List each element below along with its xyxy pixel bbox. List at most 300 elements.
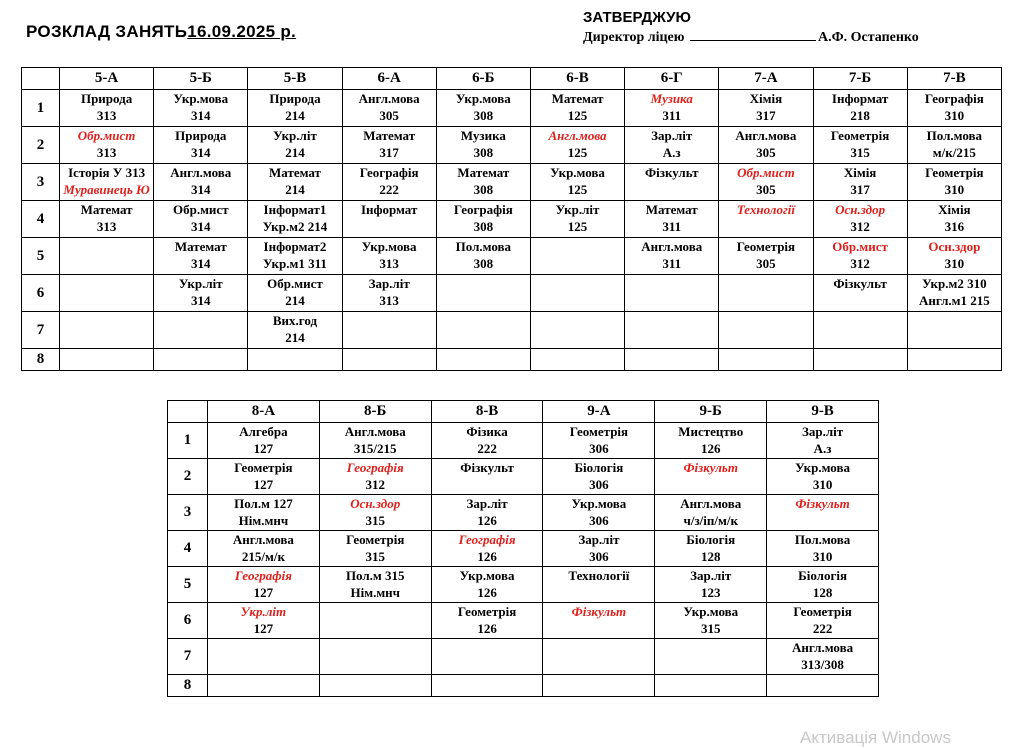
subject-name: Укр.мова — [173, 91, 229, 106]
subject-name: Обр.мист — [737, 165, 795, 180]
lesson-cell — [431, 639, 543, 675]
lesson-cell — [248, 201, 342, 238]
subject-name: Фізкульт — [644, 165, 699, 180]
subject-name: Музика — [460, 128, 506, 143]
class-header: 7-А — [719, 68, 813, 90]
subject-name: Фізкульт — [683, 460, 738, 475]
lesson-number: 6 — [168, 603, 208, 639]
lesson-cell — [719, 164, 813, 201]
lesson-cell — [431, 495, 543, 531]
lesson-row — [168, 459, 879, 495]
director-line — [583, 28, 919, 48]
subject-name: Інформат — [360, 202, 418, 217]
room-number: 308 — [473, 256, 494, 271]
room-number: 214 — [285, 330, 305, 345]
class-header: 5-А — [60, 68, 154, 90]
room-number: 311 — [662, 108, 682, 123]
lesson-number: 3 — [22, 164, 60, 201]
subject-name: Хімія — [749, 91, 783, 106]
lesson-cell — [436, 349, 530, 371]
lesson-cell — [543, 531, 655, 567]
room-number: 310 — [944, 108, 965, 123]
lesson-cell — [342, 164, 436, 201]
lesson-cell — [60, 312, 154, 349]
subject-name: Фізкульт — [571, 604, 627, 619]
lesson-cell — [342, 127, 436, 164]
lesson-cell — [436, 238, 530, 275]
room-number: 313 — [379, 293, 399, 308]
subject-name: Укр.літ — [555, 202, 600, 217]
lesson-cell — [625, 312, 719, 349]
room-number: 313 — [96, 108, 117, 123]
subject-name: Англ.мова — [641, 239, 703, 254]
room-number: 317 — [756, 108, 776, 123]
room-number: 127 — [253, 441, 274, 456]
lesson-row — [168, 567, 879, 603]
lesson-cell — [431, 531, 543, 567]
director-label: Директор ліцею — [583, 30, 685, 45]
room-number: 128 — [700, 549, 721, 564]
room-number: 126 — [477, 621, 497, 636]
lesson-cell — [719, 127, 813, 164]
subject-name: Математ — [80, 202, 133, 217]
room-number: 308 — [473, 145, 494, 160]
subject-name: Хімія — [843, 165, 877, 180]
lesson-cell — [436, 127, 530, 164]
subject-name: Географія — [458, 532, 516, 547]
room-number: 314 — [191, 256, 211, 271]
subject-name: Математ — [174, 239, 227, 254]
lesson-cell — [342, 201, 436, 238]
lesson-cell — [655, 423, 767, 459]
lesson-cell — [60, 238, 154, 275]
lesson-cell — [655, 459, 767, 495]
room-number: 312 — [850, 219, 870, 234]
lesson-number: 8 — [22, 349, 60, 371]
subject-name: Зар.літ — [802, 424, 844, 439]
room-number: 305 — [379, 108, 399, 123]
lesson-cell — [319, 639, 431, 675]
lesson-cell — [154, 349, 248, 371]
subject-name: Зар.літ — [651, 128, 693, 143]
lesson-cell — [813, 238, 907, 275]
lesson-cell — [655, 639, 767, 675]
lesson-cell — [719, 238, 813, 275]
room-number: 315 — [850, 145, 870, 160]
subject-name: Інформат1 — [263, 202, 327, 217]
lesson-cell — [154, 201, 248, 238]
lesson-row — [22, 90, 1002, 127]
subject-name: Природа — [80, 91, 133, 106]
subject-name: Англ.мова — [170, 165, 232, 180]
room-number: 310 — [812, 477, 833, 492]
subject-name: Музика — [650, 91, 693, 106]
schedule-table-5-7 — [21, 67, 1002, 371]
room-number: 311 — [662, 219, 682, 234]
subject-name: Математ — [457, 165, 510, 180]
table-header-row — [168, 401, 879, 423]
subject-name: Англ.мова — [735, 128, 797, 143]
room-number: м/к/215 — [932, 145, 976, 160]
room-number: Нім.мнч — [350, 585, 400, 600]
room-number: 313/308 — [801, 657, 844, 672]
subject-name: Геометрія — [234, 460, 293, 475]
lesson-cell — [767, 603, 879, 639]
lesson-number: 1 — [168, 423, 208, 459]
lesson-cell — [248, 238, 342, 275]
subject-name: Технології — [568, 568, 630, 583]
subject-name: Зар.літ — [368, 276, 410, 291]
lesson-cell — [543, 495, 655, 531]
subject-name: Геометрія — [346, 532, 405, 547]
subject-name: Обр.мист — [832, 239, 888, 254]
subject-name: Укр.мова — [455, 91, 511, 106]
signature-line — [690, 29, 816, 41]
subject-name: Природа — [269, 91, 321, 106]
subject-name: Геометрія — [457, 604, 517, 619]
subject-name: Пол.мова — [794, 532, 851, 547]
subject-name: Біологія — [798, 568, 848, 583]
subject-name: Біологія — [686, 532, 736, 547]
table-header-row — [22, 68, 1002, 90]
lesson-number: 4 — [168, 531, 208, 567]
lesson-cell — [530, 312, 624, 349]
lesson-cell — [719, 312, 813, 349]
subject-name: Пол.мова — [455, 239, 512, 254]
lesson-cell — [342, 312, 436, 349]
lesson-cell — [719, 90, 813, 127]
lesson-row — [22, 127, 1002, 164]
subject-name: Фізика — [466, 424, 508, 439]
lesson-cell — [719, 201, 813, 238]
subject-name: Осн.здор — [928, 239, 981, 254]
lesson-cell — [60, 127, 154, 164]
room-number: 315 — [365, 549, 385, 564]
lesson-cell — [208, 675, 320, 697]
lesson-cell — [319, 531, 431, 567]
lesson-cell — [655, 531, 767, 567]
subject-name: Укр.літ — [240, 604, 287, 619]
lesson-cell — [813, 164, 907, 201]
subject-name: Англ.мова — [232, 532, 294, 547]
lesson-cell — [543, 603, 655, 639]
class-header: 9-Б — [655, 401, 767, 423]
subject-name: Укр.літ — [273, 128, 317, 143]
room-number: 310 — [944, 182, 965, 197]
room-number: 306 — [589, 513, 609, 528]
subject-name: Пол.мова — [926, 128, 983, 143]
title-main: РОЗКЛАД ЗАНЯТЬ — [26, 22, 188, 41]
lesson-row — [22, 349, 1002, 371]
lesson-cell — [60, 201, 154, 238]
lesson-cell — [248, 127, 342, 164]
room-number: Англ.м1 215 — [918, 293, 990, 308]
subject-name: Зар.літ — [578, 532, 620, 547]
room-number: 125 — [567, 182, 588, 197]
lesson-row — [22, 238, 1002, 275]
subject-name: Англ.мова — [792, 640, 854, 655]
room-number: 305 — [756, 182, 776, 197]
approval-block — [583, 8, 919, 48]
subject-name: Обр.мист — [77, 128, 136, 143]
schedule-table-8-9 — [167, 400, 879, 697]
lesson-row — [168, 675, 879, 697]
room-number: 308 — [473, 108, 494, 123]
lesson-cell — [431, 423, 543, 459]
subject-name: Осн.здор — [350, 496, 401, 511]
lesson-cell — [813, 312, 907, 349]
subject-name: Географія — [453, 202, 513, 217]
lesson-cell — [625, 275, 719, 312]
room-number: 305 — [756, 256, 776, 271]
lesson-cell — [248, 90, 342, 127]
lesson-cell — [436, 90, 530, 127]
lesson-row — [22, 201, 1002, 238]
lesson-cell — [342, 275, 436, 312]
room-number: 222 — [379, 182, 399, 197]
room-number: 126 — [477, 513, 497, 528]
lesson-cell — [208, 423, 320, 459]
lesson-cell — [530, 349, 624, 371]
room-number: Муравинець Ю — [63, 182, 150, 197]
room-number: 215/м/к — [241, 549, 285, 564]
lesson-row — [168, 639, 879, 675]
subject-name: Математ — [645, 202, 698, 217]
lesson-cell — [530, 275, 624, 312]
room-number: А.з — [662, 145, 681, 160]
lesson-cell — [208, 603, 320, 639]
lesson-cell — [625, 127, 719, 164]
subject-name: Фізкульт — [795, 496, 850, 511]
subject-name: Географія — [234, 568, 292, 583]
class-header: 9-А — [543, 401, 655, 423]
subject-name: Укр.мова — [550, 165, 605, 180]
class-header: 8-А — [208, 401, 320, 423]
lesson-cell — [154, 238, 248, 275]
subject-name: Осн.здор — [835, 202, 886, 217]
room-number: 314 — [191, 108, 211, 123]
room-number: 314 — [191, 219, 211, 234]
subject-name: Інформат — [831, 91, 889, 106]
lesson-cell — [543, 675, 655, 697]
subject-name: Інформат2 — [263, 239, 327, 254]
lesson-cell — [655, 675, 767, 697]
subject-name: Історія У 313 — [68, 165, 146, 180]
class-header: 6-Г — [625, 68, 719, 90]
lesson-cell — [719, 275, 813, 312]
room-number: 316 — [944, 219, 965, 234]
class-header: 5-В — [248, 68, 342, 90]
subject-name: Англ.мова — [358, 91, 420, 106]
room-number: 315 — [700, 621, 721, 636]
subject-name: Англ.мова — [680, 496, 742, 511]
lesson-cell — [208, 531, 320, 567]
lesson-cell — [154, 127, 248, 164]
title-date: 16.09.2025 р. — [187, 22, 297, 41]
subject-name: Укр.мова — [459, 568, 515, 583]
corner-cell — [22, 68, 60, 90]
lesson-cell — [907, 164, 1001, 201]
room-number: 126 — [700, 441, 721, 456]
lesson-cell — [625, 164, 719, 201]
lesson-cell — [436, 312, 530, 349]
subject-name: Геометрія — [925, 165, 984, 180]
subject-name: Математ — [551, 91, 604, 106]
lesson-cell — [813, 127, 907, 164]
subject-name: Мистецтво — [678, 424, 744, 439]
lesson-cell — [248, 349, 342, 371]
lesson-cell — [530, 164, 624, 201]
lesson-cell — [813, 90, 907, 127]
room-number: 317 — [379, 145, 399, 160]
lesson-cell — [530, 90, 624, 127]
lesson-cell — [60, 349, 154, 371]
lesson-cell — [907, 90, 1001, 127]
subject-name: Хімія — [938, 202, 971, 217]
room-number: 310 — [944, 256, 965, 271]
subject-name: Зар.літ — [690, 568, 732, 583]
subject-name: Геометрія — [736, 239, 796, 254]
room-number: 125 — [567, 145, 588, 160]
room-number: 312 — [850, 256, 870, 271]
lesson-cell — [436, 275, 530, 312]
subject-name: Географія — [924, 91, 984, 106]
class-header: 7-В — [907, 68, 1001, 90]
subject-name: Технології — [736, 202, 795, 217]
lesson-row — [22, 164, 1002, 201]
lesson-cell — [907, 312, 1001, 349]
lesson-cell — [319, 495, 431, 531]
subject-name: Укр.мова — [795, 460, 850, 475]
lesson-cell — [767, 675, 879, 697]
lesson-cell — [319, 459, 431, 495]
subject-name: Математ — [269, 165, 321, 180]
subject-name: Укр.м2 310 — [922, 276, 987, 291]
class-header: 6-А — [342, 68, 436, 90]
room-number: 314 — [191, 182, 211, 197]
lesson-row — [168, 603, 879, 639]
lesson-row — [168, 423, 879, 459]
lesson-cell — [208, 567, 320, 603]
lesson-cell — [248, 275, 342, 312]
room-number: 311 — [662, 256, 682, 271]
lesson-cell — [543, 423, 655, 459]
lesson-cell — [208, 459, 320, 495]
room-number: 313 — [96, 145, 117, 160]
class-header: 9-В — [767, 401, 879, 423]
room-number: Нім.мнч — [238, 513, 289, 528]
lesson-cell — [625, 238, 719, 275]
approve-label: ЗАТВЕРДЖУЮ — [583, 9, 691, 26]
lesson-cell — [767, 531, 879, 567]
lesson-cell — [767, 567, 879, 603]
lesson-cell — [60, 90, 154, 127]
lesson-cell — [431, 459, 543, 495]
lesson-cell — [436, 201, 530, 238]
subject-name: Пол.м 127 — [234, 496, 293, 511]
corner-cell — [168, 401, 208, 423]
lesson-cell — [342, 349, 436, 371]
subject-name: Геометрія — [569, 424, 629, 439]
class-header: 8-Б — [319, 401, 431, 423]
lesson-number: 7 — [168, 639, 208, 675]
room-number: 308 — [473, 182, 494, 197]
lesson-cell — [530, 127, 624, 164]
room-number: 306 — [589, 477, 609, 492]
lesson-number: 5 — [22, 238, 60, 275]
room-number: 127 — [253, 585, 274, 600]
subject-name: Зар.літ — [466, 496, 508, 511]
subject-name: Геометрія — [830, 128, 890, 143]
subject-name: Фізкульт — [833, 276, 887, 291]
subject-name: Обр.мист — [172, 202, 229, 217]
lesson-cell — [719, 349, 813, 371]
schedule-title — [26, 22, 296, 42]
lesson-cell — [543, 639, 655, 675]
lesson-cell — [154, 312, 248, 349]
lesson-cell — [431, 675, 543, 697]
lesson-number: 4 — [22, 201, 60, 238]
lesson-cell — [907, 349, 1001, 371]
room-number: 222 — [812, 621, 833, 636]
room-number: 313 — [96, 219, 117, 234]
lesson-cell — [907, 275, 1001, 312]
room-number: 123 — [700, 585, 721, 600]
lesson-cell — [248, 312, 342, 349]
lesson-cell — [767, 423, 879, 459]
subject-name: Біологія — [574, 460, 624, 475]
lesson-cell — [319, 675, 431, 697]
room-number: ч/з/іп/м/к — [683, 513, 738, 528]
lesson-number: 8 — [168, 675, 208, 697]
room-number: 315 — [365, 513, 385, 528]
subject-name: Укр.літ — [178, 276, 223, 291]
lesson-number: 6 — [22, 275, 60, 312]
lesson-cell — [319, 567, 431, 603]
room-number: 126 — [477, 549, 497, 564]
room-number: А.з — [813, 441, 832, 456]
room-number: 214 — [285, 182, 305, 197]
class-header: 8-В — [431, 401, 543, 423]
subject-name: Алгебра — [239, 424, 288, 439]
lesson-cell — [530, 201, 624, 238]
room-number: 127 — [253, 621, 274, 636]
subject-name: Географія — [346, 460, 404, 475]
lesson-cell — [625, 90, 719, 127]
room-number: 313 — [379, 256, 399, 271]
lesson-cell — [813, 201, 907, 238]
room-number: 128 — [812, 585, 833, 600]
windows-activation-watermark: Активація Windows — [800, 728, 951, 747]
class-header: 7-Б — [813, 68, 907, 90]
lesson-cell — [543, 567, 655, 603]
subject-name: Природа — [175, 128, 227, 143]
room-number: 314 — [191, 145, 211, 160]
lesson-cell — [907, 201, 1001, 238]
lesson-cell — [530, 238, 624, 275]
subject-name: Математ — [363, 128, 416, 143]
lesson-cell — [248, 164, 342, 201]
lesson-cell — [342, 238, 436, 275]
subject-name: Укр.мова — [683, 604, 739, 619]
room-number: 305 — [756, 145, 776, 160]
lesson-cell — [813, 275, 907, 312]
room-number: 308 — [473, 219, 494, 234]
room-number: 310 — [812, 549, 833, 564]
lesson-number: 3 — [168, 495, 208, 531]
room-number: 125 — [567, 219, 588, 234]
class-header: 6-Б — [436, 68, 530, 90]
